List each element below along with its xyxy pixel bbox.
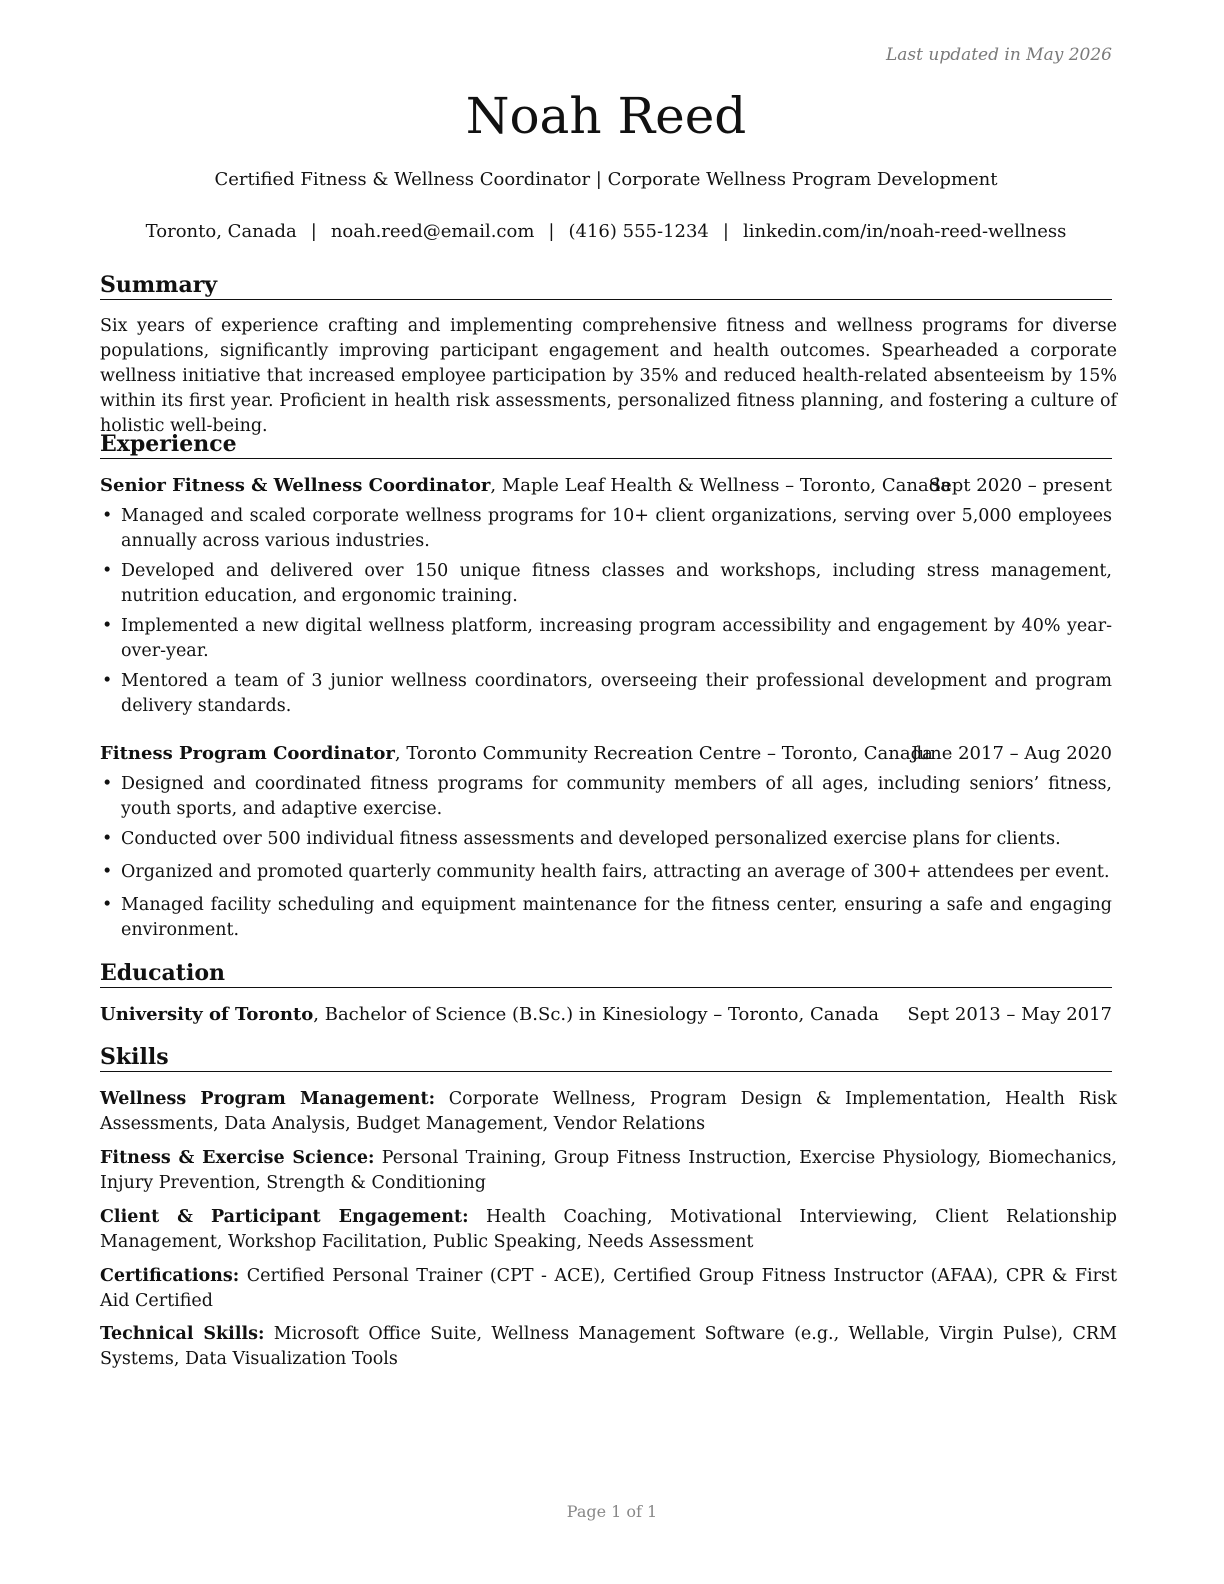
skill-text: Health Coaching, Motivational Interviewing, Client Relationship Management, Workshop Facilitation, Public Speaking, Needs Assessment — [100, 1207, 1117, 1252]
experience-bullets — [100, 772, 1112, 948]
contact-separator: | — [310, 221, 317, 242]
skill-text: Personal Training, Group Fitness Instruction, Exercise Physiology, Biomechanics, Injury Prevention, Strength & Conditioning — [100, 1148, 1117, 1193]
job-organization: , Maple Leaf Health & Wellness – Toronto, Canada — [490, 475, 951, 496]
skill-text: Corporate Wellness, Program Design & Implementation, Health Risk Assessments, Data Analysis, Budget Management, Vendor Relations — [100, 1089, 1117, 1134]
summary-text: Six years of experience crafting and implementing comprehensive fitness and wellness programs for diverse populations, significantly improving participant engagement and health outcomes. Spearheaded a corporate wellness initiative that increased employee participation by 35% and reduced health-related absenteeism by 15% within its first year. Proficient in health risk assessments, personalized fitness planning, and fostering a culture of holistic well-being. — [100, 316, 1117, 436]
education-dates: Sept 2013 – May 2017 — [907, 1004, 1112, 1025]
list-item: • Managed and scaled corporate wellness programs for 10+ client organizations, serving over 5,000 employees annually across various industries. — [100, 504, 1112, 554]
list-item: • Designed and coordinated fitness programs for community members of all ages, including seniors’ fitness, youth sports, and adaptive exercise. — [100, 772, 1112, 822]
skill-label: Technical Skills: — [100, 1324, 265, 1344]
job-title: Senior Fitness & Wellness Coordinator — [100, 475, 491, 496]
skill-line — [100, 1087, 1117, 1137]
candidate-name: Noah Reed — [465, 87, 747, 145]
job-organization: , Toronto Community Recreation Centre – Toronto, Canada — [394, 743, 933, 764]
skill-label: Certifications: — [100, 1266, 240, 1286]
skill-line — [100, 1146, 1117, 1196]
education-entry — [100, 1003, 1112, 1027]
skill-label: Fitness & Exercise Science: — [100, 1148, 375, 1168]
list-item: • Mentored a team of 3 junior wellness coordinators, overseeing their professional development and program delivery standards. — [100, 669, 1112, 719]
contact-email[interactable]: noah.reed@email.com — [330, 221, 535, 242]
skill-line — [100, 1264, 1117, 1314]
contact-separator: | — [722, 221, 729, 242]
degree: , Bachelor of Science (B.Sc.) in Kinesiology – Toronto, Canada — [313, 1004, 880, 1025]
skill-text: Microsoft Office Suite, Wellness Management Software (e.g., Wellable, Virgin Pulse), CRM Systems, Data Visualization Tools — [100, 1324, 1117, 1369]
list-item: • Implemented a new digital wellness platform, increasing program accessibility and engagement by 40% year-over-year. — [100, 614, 1112, 664]
headline: Certified Fitness & Wellness Coordinator | Corporate Wellness Program Development — [214, 169, 998, 190]
list-item: • Developed and delivered over 150 unique fitness classes and workshops, including stress management, nutrition education, and ergonomic training. — [100, 559, 1112, 609]
list-item: • Organized and promoted quarterly community health fairs, attracting an average of 300+ attendees per event. — [100, 860, 1112, 885]
contact-separator: | — [548, 221, 555, 242]
school-name: University of Toronto — [100, 1004, 314, 1025]
section-title-skills: Skills — [100, 1044, 1112, 1072]
experience-entry-header — [100, 742, 1112, 766]
page-footer: Page 1 of 1 — [566, 1502, 658, 1521]
contact-location: Toronto, Canada — [145, 221, 297, 242]
contact-phone[interactable]: (416) 555-1234 — [568, 221, 709, 242]
skill-line — [100, 1322, 1117, 1372]
contact-line — [100, 220, 1112, 244]
section-title-education: Education — [100, 960, 1112, 988]
skill-label: Client & Participant Engagement: — [100, 1207, 469, 1227]
contact-linkedin[interactable]: linkedin.com/in/noah-reed-wellness — [742, 221, 1067, 242]
last-updated: Last updated in May 2026 — [885, 45, 1112, 65]
experience-entry-header — [100, 474, 1112, 498]
skill-label: Wellness Program Management: — [100, 1089, 436, 1109]
experience-bullets — [100, 504, 1112, 724]
job-dates: June 2017 – Aug 2020 — [911, 743, 1112, 764]
skill-text: Certified Personal Trainer (CPT - ACE), Certified Group Fitness Instructor (AFAA), CPR & First Aid Certified — [100, 1266, 1117, 1311]
job-title: Fitness Program Coordinator — [100, 743, 395, 764]
list-item: • Managed facility scheduling and equipment maintenance for the fitness center, ensuring a safe and engaging environment. — [100, 893, 1112, 943]
job-dates: Sept 2020 – present — [928, 475, 1112, 496]
skill-line — [100, 1205, 1117, 1255]
list-item: • Conducted over 500 individual fitness assessments and developed personalized exercise plans for clients. — [100, 827, 1112, 852]
section-title-experience: Experience — [100, 431, 1112, 459]
section-title-summary: Summary — [100, 272, 1112, 300]
